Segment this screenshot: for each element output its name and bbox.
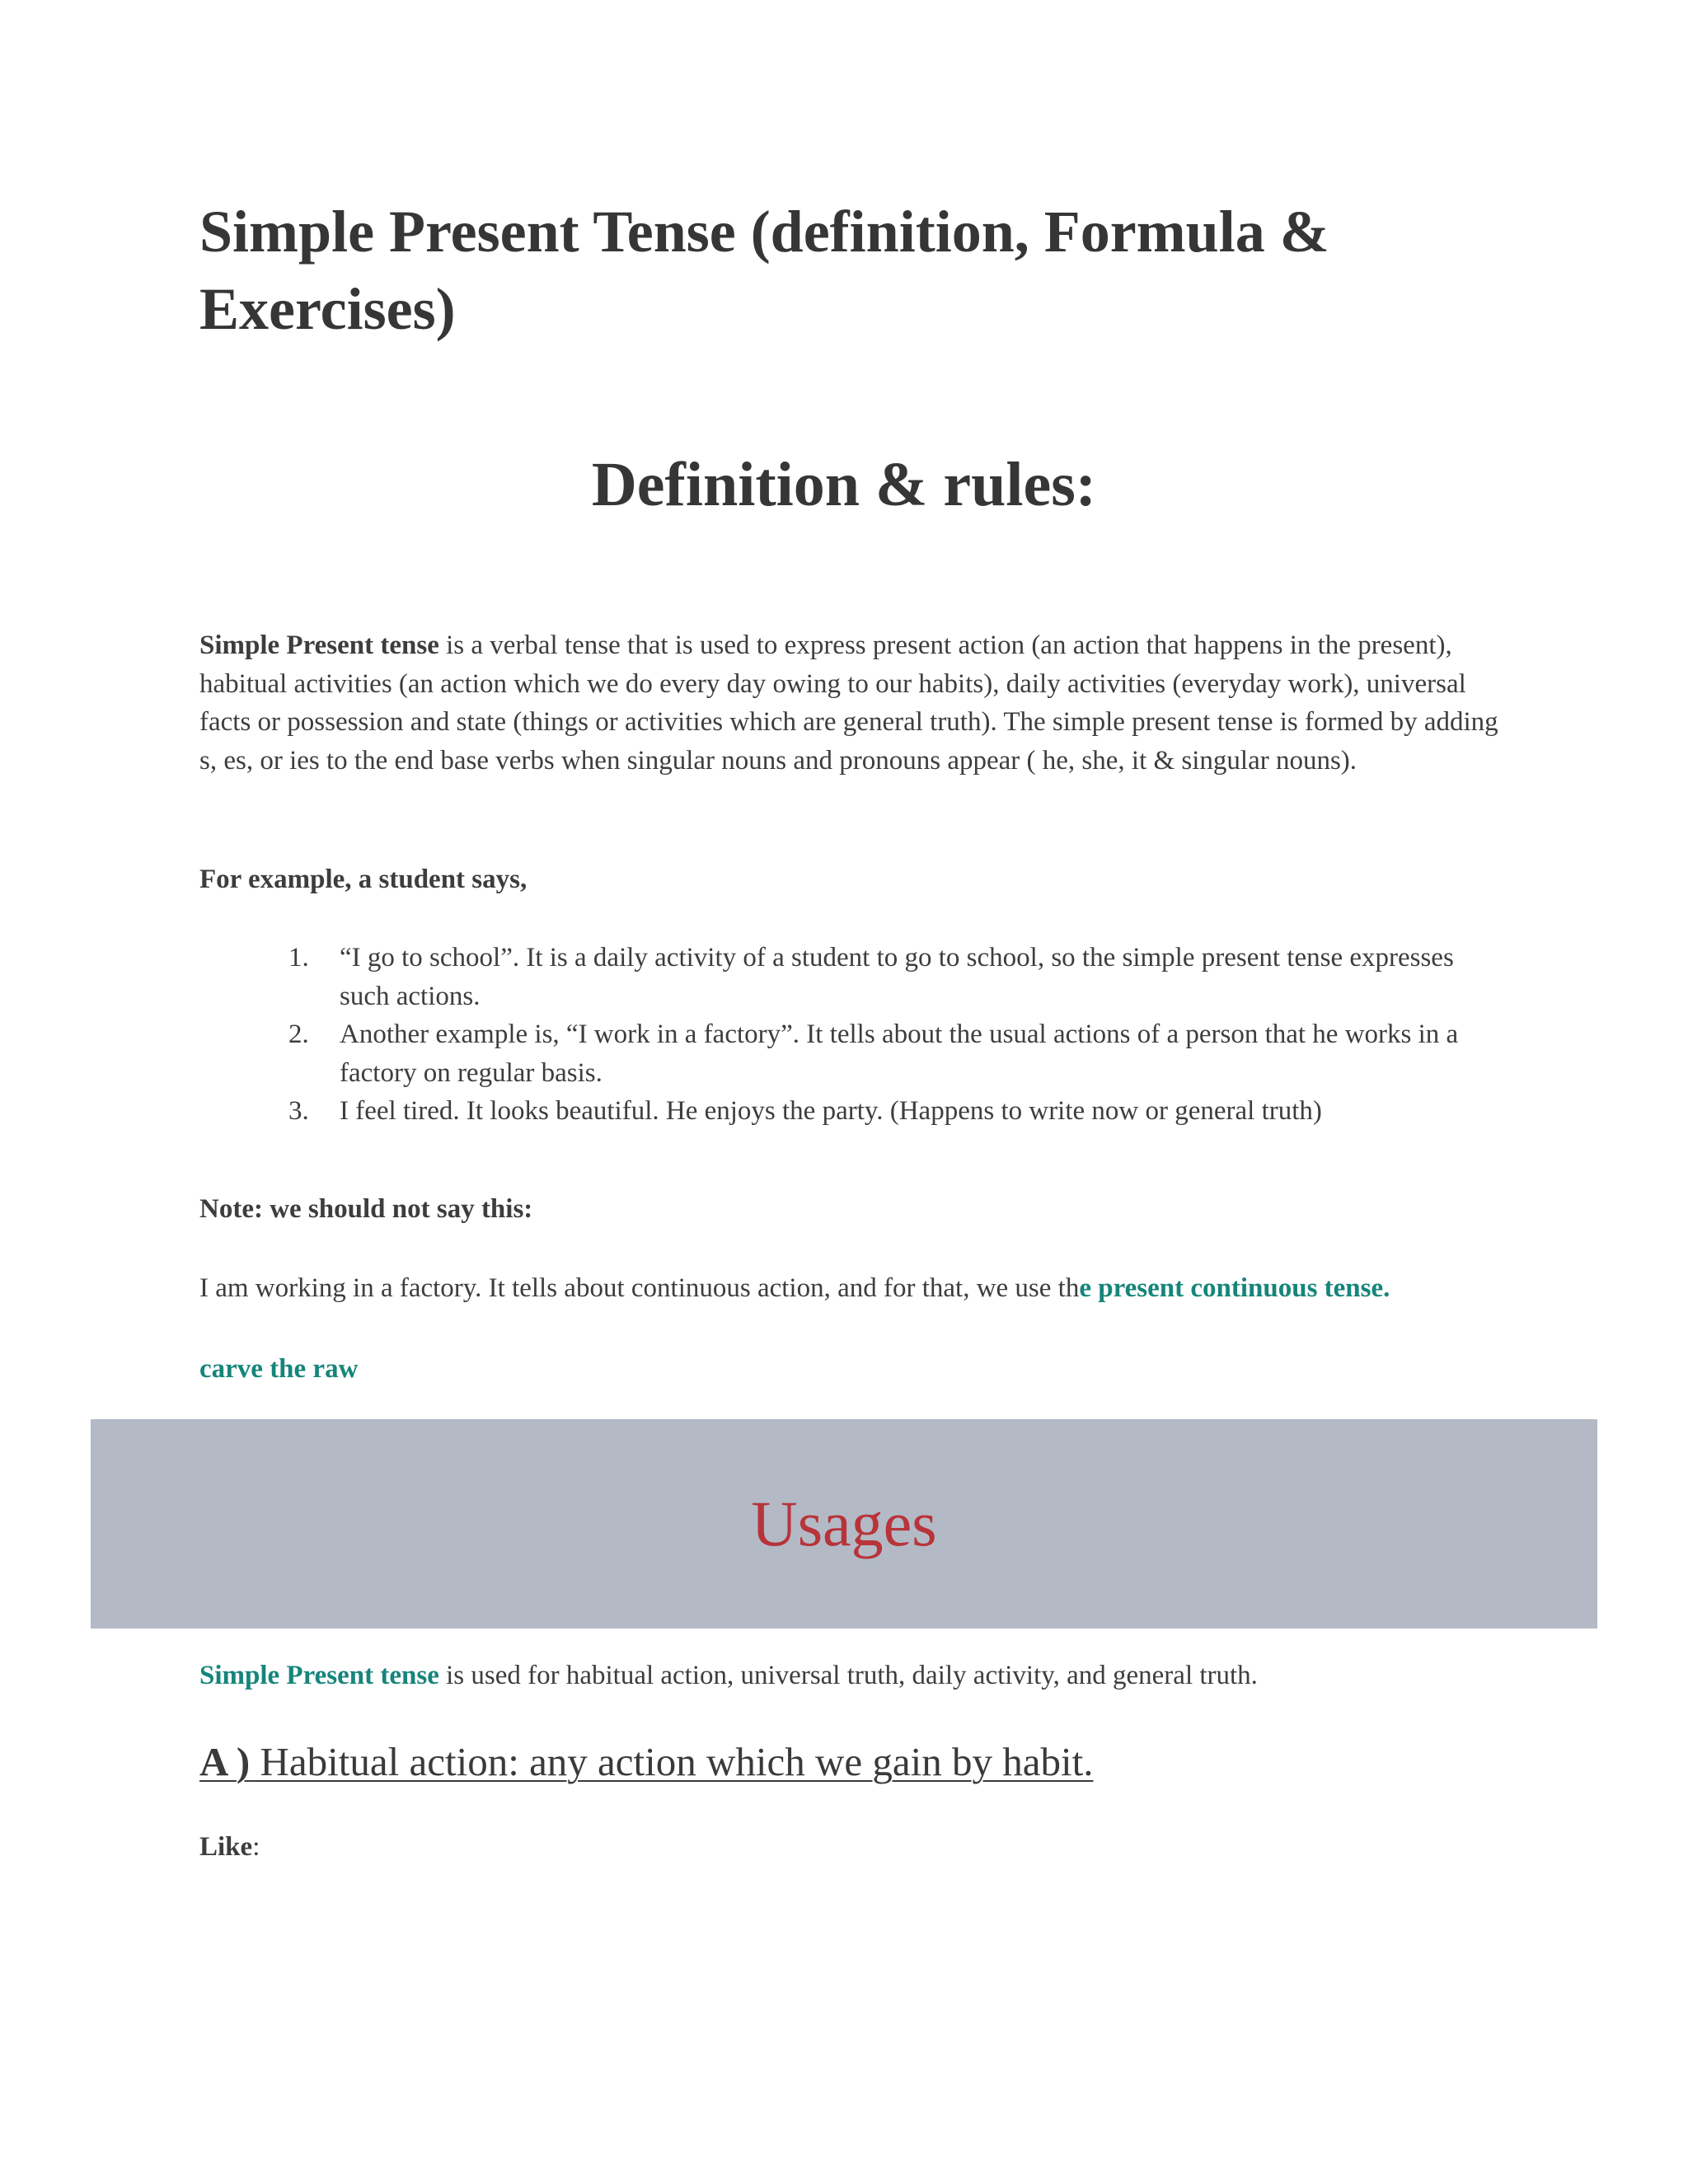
usage-intro-paragraph (199, 1657, 1502, 1695)
list-item (288, 1015, 1493, 1092)
note-paragraph (199, 1269, 1502, 1308)
list-item-text: Another example is, “I work in a factory”. It tells about the usual actions of a person that he works in a factory on regular basis. (340, 1019, 1459, 1088)
note-heading: Note: we should not say this: (199, 1194, 533, 1224)
definition-paragraph (199, 626, 1502, 780)
list-number: 3. (288, 1096, 309, 1126)
present-continuous-link[interactable]: e present continuous tense. (1079, 1273, 1390, 1303)
list-item-text: “I go to school”. It is a daily activity of a student to go to school, so the simple present tense expresses such actions. (340, 943, 1454, 1011)
like-paragraph (199, 1828, 1502, 1867)
like-label: Like (199, 1832, 253, 1862)
definition-heading: Definition & rules: (591, 450, 1097, 519)
note-body: I am working in a factory. It tells about continuous action, and for that, we use th (199, 1273, 1080, 1303)
carve-the-raw-link[interactable]: carve the raw (199, 1354, 359, 1384)
carve-paragraph (199, 1350, 1502, 1389)
usages-title: Usages (751, 1488, 937, 1559)
definition-lead: Simple Present tense (199, 630, 439, 660)
habitual-action-heading (199, 1736, 1094, 1788)
subheading-text: Habitual action: any action which we gain by habit. (250, 1739, 1094, 1784)
list-item (288, 939, 1493, 1015)
examples-list (288, 939, 1493, 1131)
list-item-text: I feel tired. It looks beautiful. He enjoys the party. (Happens to write now or general truth) (340, 1096, 1322, 1126)
list-number: 1. (288, 943, 309, 972)
usage-intro-body: is used for habitual action, universal truth, daily activity, and general truth. (438, 1661, 1258, 1690)
example-lead: For example, a student says, (199, 865, 528, 894)
definition-body: is a verbal tense that is used to express present action (an action that happens in the present), habitual activities (an action which we do every day owing to our habits), daily activities (everyday work), universal facts or possession and state (things or activities which are general truth). The simple present tense is formed by adding s, es, or ies to the end base verbs when singular nouns and pronouns appear ( he, she, it & singular nouns). (199, 630, 1498, 776)
subheading-label: A ) (199, 1739, 251, 1784)
document-title: Simple Present Tense (definition, Formula & Exercises) (199, 199, 1329, 342)
usage-intro-lead: Simple Present tense (199, 1661, 439, 1690)
list-number: 2. (288, 1019, 309, 1049)
like-suffix: : (252, 1832, 260, 1862)
list-item (288, 1092, 1493, 1131)
usages-banner (91, 1419, 1597, 1629)
